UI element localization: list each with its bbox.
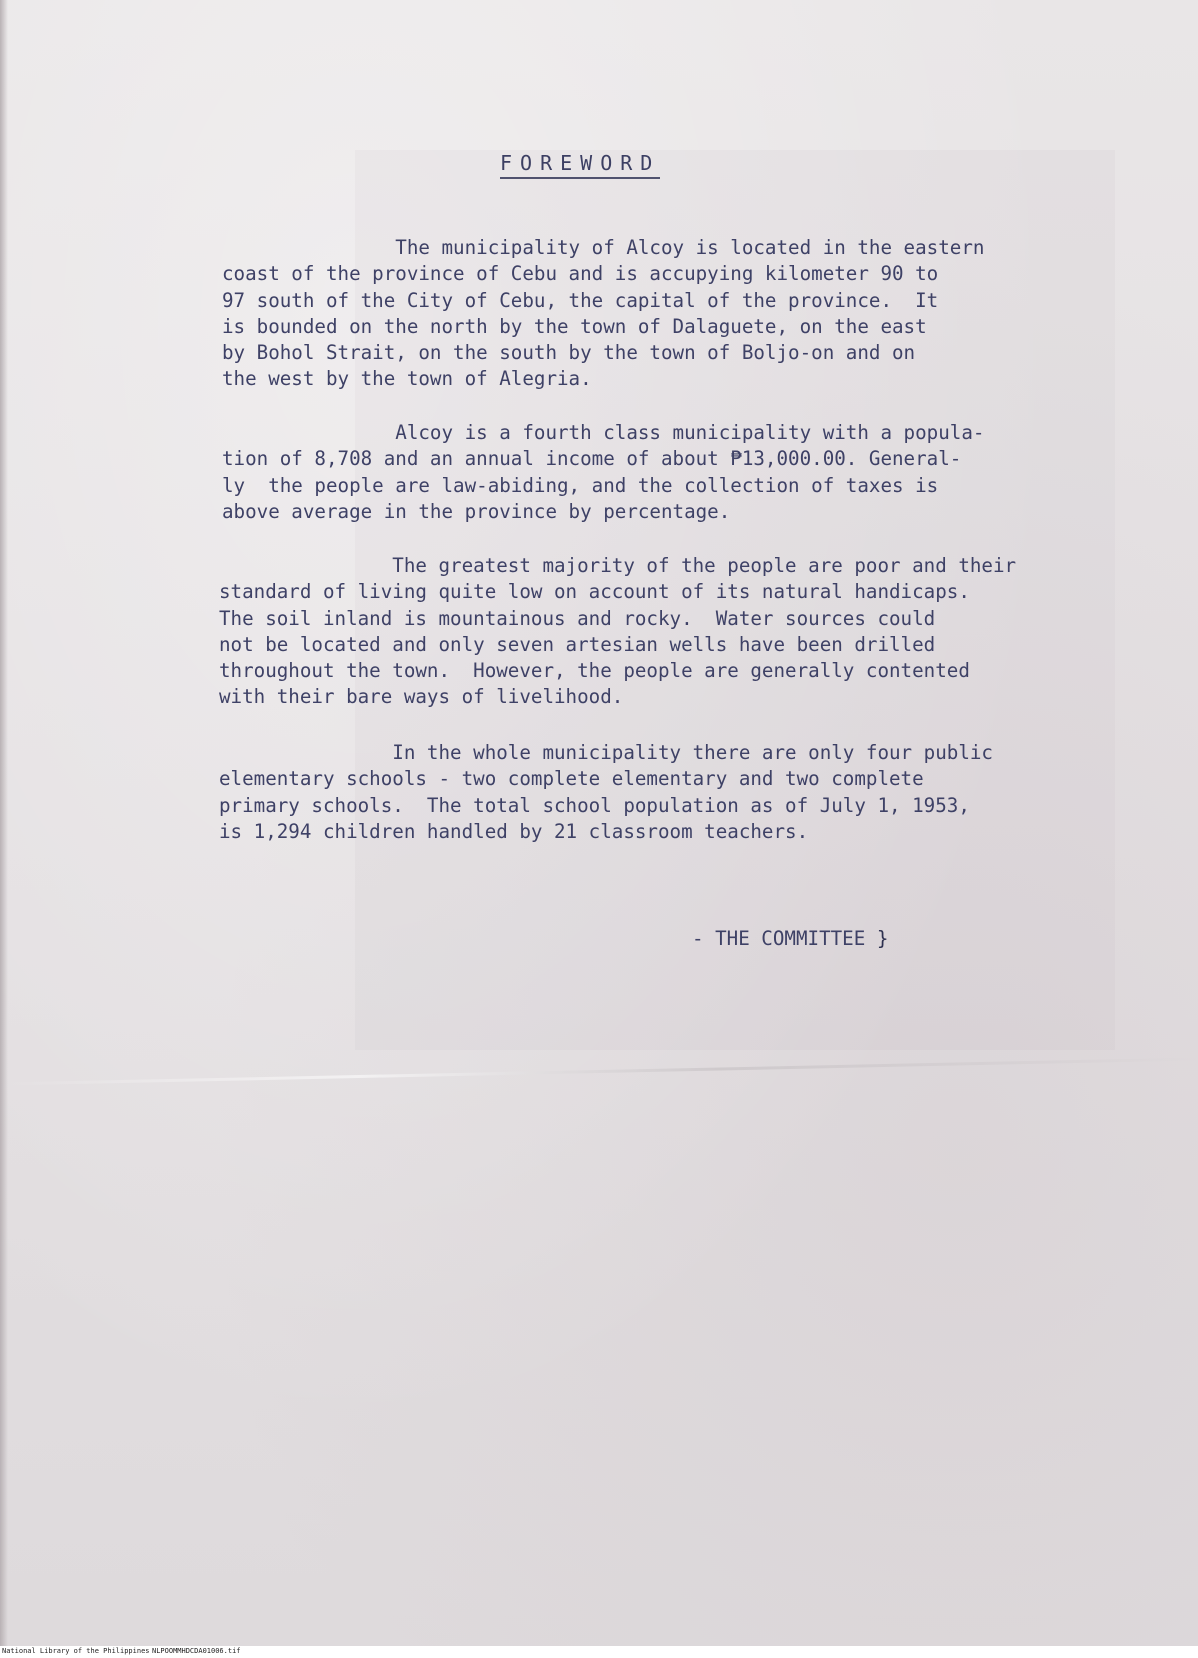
paragraph-class-population: Alcoy is a fourth class municipality with a popula- tion of 8,708 and an annual income of about ₱13,000.00. General- ly the people are law-abiding, and the collection of taxes is above average in the province by percentage. (222, 421, 985, 523)
signature-mark: } (876, 927, 889, 950)
footer-file-name: NLPOOMMHDCDA01006.tif (152, 1647, 241, 1655)
paper-crease (0, 1057, 1198, 1085)
paragraph-location: The municipality of Alcoy is located in the eastern coast of the province of Cebu and is accupying kilometer 90 to 97 south of the City of Cebu, the capital of the province. It is bounded on the north by the town of Dalaguete, on the east by Bohol Strait, on the south by the town of Boljo-on and on the west by the town of Alegria. (222, 236, 985, 391)
page-edge-shadow (0, 0, 8, 1646)
signature-text: - THE COMMITTEE (692, 927, 866, 950)
scan-footer (0, 1646, 1198, 1658)
page-title: FOREWORD (500, 151, 660, 179)
signature-line (692, 927, 888, 950)
paragraph-schools: In the whole municipality there are only four public elementary schools - two complete elementary and two complete primary schools. The total school population as of July 1, 1953, is 1,294 children handled by 21 classroom teachers. (219, 741, 993, 843)
footer-library-name: National Library of the Philippines (2, 1647, 150, 1655)
paragraph-living-conditions: The greatest majority of the people are poor and their standard of living quite low on account of its natural handicaps. The soil inland is mountainous and rocky. Water sources could not be located and only seven artesian wells have been drilled throughout the town. However, the people are generally contented with their bare ways of livelihood. (219, 554, 1017, 709)
